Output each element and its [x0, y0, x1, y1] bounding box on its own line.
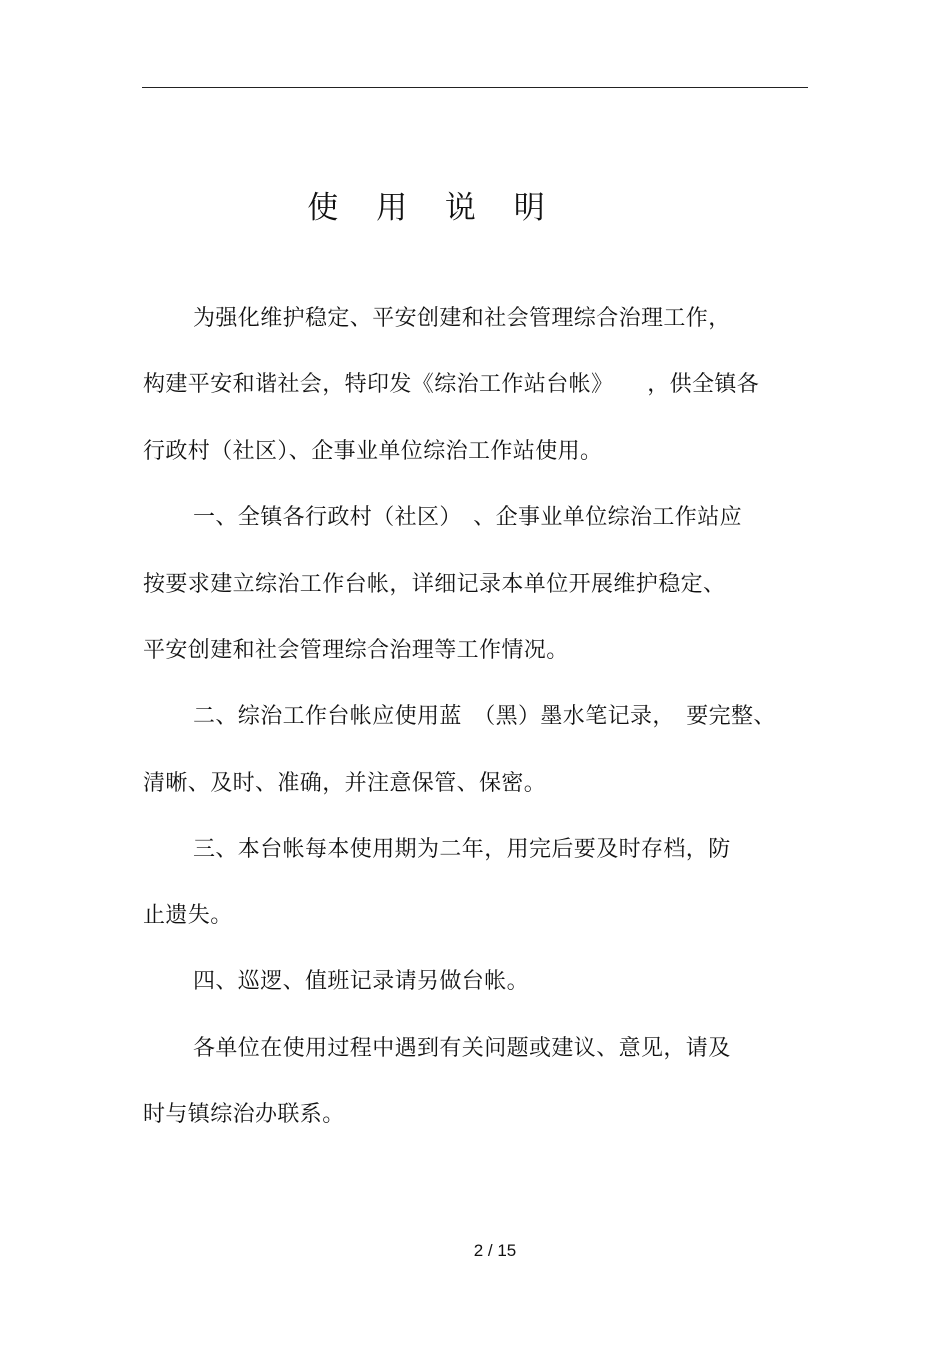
paragraph-line: 按要求建立综治工作台帐，详细记录本单位开展维护稳定、	[143, 572, 726, 597]
page-number: 2 / 15	[473, 1241, 517, 1260]
paragraph-line: 三、本台帐每本使用期为二年，用完后要及时存档，防	[193, 837, 731, 862]
paragraph-line: 行政村（社区）、企事业单位综治工作站使用。	[143, 439, 603, 464]
paragraph-line: 清晰、及时、准确，并注意保管、保密。	[143, 771, 547, 796]
paragraph-line: 时与镇综治办联系。	[143, 1102, 345, 1127]
page-title: 使 用 说 明	[307, 190, 559, 226]
paragraph-line: 为强化维护稳定、平安创建和社会管理综合治理工作，	[193, 306, 731, 331]
paragraph-line: 止遗失。	[143, 903, 233, 928]
paragraph-line: 构建平安和谐社会，特印发《综治工作站台帐》 ，供全镇各	[143, 372, 760, 397]
paragraph-line: 二、综治工作台帐应使用蓝 （黑）墨水笔记录， 要完整、	[193, 704, 776, 729]
header-rule	[142, 87, 808, 88]
paragraph-line: 各单位在使用过程中遇到有关问题或建议、意见，请及	[193, 1036, 731, 1061]
paragraph-line: 一、全镇各行政村（社区） 、企事业单位综治工作站应	[193, 505, 743, 530]
paragraph-line: 四、巡逻、值班记录请另做台帐。	[193, 969, 530, 994]
paragraph-line: 平安创建和社会管理综合治理等工作情况。	[143, 638, 569, 663]
